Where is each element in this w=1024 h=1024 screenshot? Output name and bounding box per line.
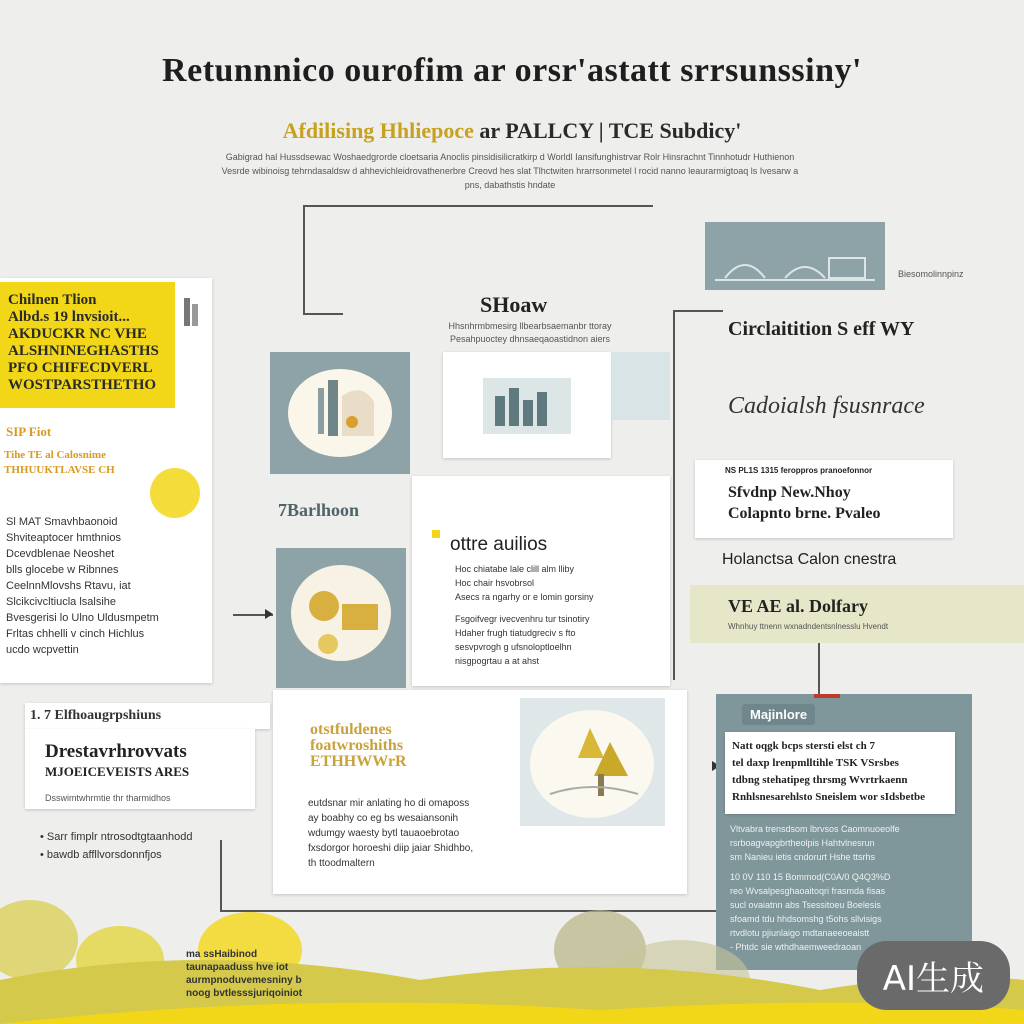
- connector-right: [673, 310, 675, 680]
- right-panel-script: Cadoialsh fsusnrace: [728, 393, 925, 419]
- footer-line: noog bvtlesssjuriqoiniot: [186, 988, 303, 999]
- card-line: Colapnto brne. Pvaleo: [728, 505, 881, 522]
- connector-top: [303, 205, 653, 207]
- connector-top-left: [303, 205, 305, 315]
- body-line: Bvesgerisi lo Ulno Uldusmpetm: [6, 612, 159, 624]
- card-line: Natt oqgk bcps stersti elst ch 7: [732, 740, 875, 752]
- body-line: Hdaher frugh tiatudgreciv s fto: [455, 628, 576, 638]
- body-line: Asecs ra ngarhy or e lomin gorsiny: [455, 592, 594, 602]
- orange-line: Tihe TE al Calosnime: [4, 449, 106, 461]
- left-yellow-block: [0, 282, 175, 408]
- bottom-center-body: [308, 796, 518, 871]
- card-line: tdbng stehatipeg thrsmg Wvrtrkaenn: [732, 774, 908, 786]
- illustration-coins-icon: [276, 548, 406, 688]
- footer-note: [186, 948, 306, 1000]
- body-line: sucl ovaiatnn abs Tsessitoeu Boelesis: [730, 900, 881, 910]
- left-panel-heading: SIP Fiot: [6, 424, 52, 439]
- footer-line: ma ssHaibinod: [186, 949, 258, 960]
- yellow-line: AKDUCKR NC VHE: [8, 326, 147, 342]
- right-section-sub: Whnhuy ttnenn wxnadndentsnlnesslu Hvendt: [728, 622, 889, 631]
- illustration-buildings-icon: [705, 222, 885, 290]
- yellow-line: Chilnen Tlion: [8, 292, 97, 308]
- center-card-title: ottre auilios: [450, 534, 548, 555]
- body-line: nisgpogrtau a at ahst: [455, 656, 540, 666]
- page-subtitle: [0, 118, 1024, 144]
- image-frame-left: [270, 352, 410, 474]
- center-card-body: [455, 562, 665, 668]
- subtitle-part-a: Afdilising Hhliepoce: [282, 118, 474, 143]
- left-lower-sub: MJOEICEVEISTS ARES: [45, 764, 190, 779]
- footer-line: taunapaaduss hve iot: [186, 962, 289, 973]
- bottom-right-tag: Majinlore: [742, 704, 815, 725]
- body-line: rsrboagvapgbrtheolpis Hahtvlnesrun: [730, 838, 875, 848]
- body-line: Fsgoifvegr ivecvenhru tur tsinotiry: [455, 614, 590, 624]
- page-title: Retunnnico ourofim ar orsr'astatt srrsunssiny': [162, 52, 862, 89]
- connector-bottom-right: [818, 640, 820, 695]
- body-line: 10 0V 110 15 Bommod(C0A/0 Q4Q3%D: [730, 872, 891, 882]
- body-line: Shviteaptocer hmthnios: [6, 532, 121, 544]
- body-line: ucdo wcpvettin: [6, 644, 79, 656]
- body-line: Frltas chhelli v cinch Hichlus: [6, 628, 145, 640]
- bullet-text: bawdb affllvorsdonnfjos: [46, 849, 162, 861]
- body-line: CeelnnMlovshs Rtavu, iat: [6, 580, 131, 592]
- red-accent: [814, 694, 840, 698]
- card-line: Rnhlsnesarehlsto Sneislem wor sIdsbetbe: [732, 791, 926, 803]
- image-frame-top: [443, 352, 611, 458]
- marker-dot: [432, 530, 440, 538]
- body-line: rtvdlotu pjiunlaigo mdtanaeeoeaistt: [730, 928, 870, 938]
- left-panel-body: [6, 514, 206, 658]
- body-line: sm Nanieu ietis cndorurt Hshe ttsrhs: [730, 852, 876, 862]
- illustration-chart-icon: [443, 352, 611, 458]
- top-center-desc: Hhsnhrmbmesirg llbearbsaemanbr ttoray Pesahpuoctey dhnsaeqaoastidnon aiers: [448, 321, 612, 344]
- card-line: Sfvdnp New.Nhoy: [728, 484, 851, 501]
- orange-line: THHUUKTLAVSE CH: [4, 464, 115, 476]
- illustration-tree-icon: [520, 698, 665, 826]
- top-center-label: SHoaw: [480, 292, 548, 317]
- heading-line: foatwroshiths: [310, 737, 404, 754]
- right-image-top: [705, 222, 885, 290]
- intro-text: Gabigrad hal Hussdsewac Woshaedgrorde cloetsaria Anoclis pinsidisilicratkirp d Worldl Iansifunghistrvar Rolr Hinsrachnt Tinnhotudr Huthienon Vesrde wibinoisg tehrndasaldsw d ahhevichleidrovathenerbre Creovd hes slat Tlhctwiten hrarrsonmetel l rocid nanno leaurarmigtoaq ls Ivesarw a pns, dabathstis hndate: [221, 152, 799, 190]
- left-lower-bullets: [40, 828, 192, 864]
- left-lower-label: 1. 7 Elfhoaugrpshiuns: [30, 708, 162, 723]
- yellow-line: ALSHNINEGHASTHS: [8, 343, 159, 359]
- yellow-line: Albd.s 19 lnvsioit...: [8, 309, 130, 325]
- right-card-lines: [728, 482, 880, 524]
- connector-right-top: [673, 310, 723, 312]
- body-line: Hoc chiatabe lale clill alm lliby: [455, 564, 575, 574]
- heading-line: ETHHWWrR: [310, 753, 407, 770]
- body-line: sesvpvrogh g ufsnoloptloelhn: [455, 642, 572, 652]
- body-line: Dcevdblenae Neoshet: [6, 548, 115, 560]
- bullet-item: • Sarr fimplr ntrosodtgtaanhodd: [40, 831, 193, 843]
- right-section-heading: VE AE al. Dolfary: [728, 596, 869, 616]
- right-panel-heading: Circlaitition S eff WY: [728, 318, 915, 340]
- body-line: blls glocebe w Ribnnes: [6, 564, 119, 576]
- ai-generated-badge: AI生成: [857, 941, 1010, 1010]
- body-line: Slcikcivcltiucla lsalsihe: [6, 596, 117, 608]
- connector-top-branch: [303, 313, 343, 315]
- subtitle-part-b: ar PALLCY | TCE Subdicy': [479, 118, 742, 143]
- image-frame-bottom: [520, 698, 665, 826]
- body-line: wdumgy waesty bytl tauaoebrotao: [308, 828, 460, 839]
- footer-line: aurmpnoduvemesniny b: [186, 975, 302, 986]
- illustration-plant-icon: [270, 352, 410, 474]
- body-line: Sl MAT Smavhbaonoid: [6, 516, 118, 528]
- image-frame-center: [276, 548, 406, 688]
- body-line: eutdsnar mir anlating ho di omaposs: [308, 798, 470, 809]
- right-caption: Holanctsa Calon cnestra: [722, 551, 897, 568]
- body-line: reo Wvsalpesghaoaitoqri frasmda fisas: [730, 886, 886, 896]
- yellow-line: PFO CHIFECDVERL: [8, 360, 153, 376]
- body-line: sfoamd tdu hhdsomshg t5ohs sllvisigs: [730, 914, 882, 924]
- bottom-center-heading: [310, 722, 407, 770]
- arrow-right-icon: [265, 609, 273, 619]
- yellow-line: WOSTPARSTHETHO: [8, 377, 157, 393]
- bullet-text: Sarr fimplr ntrosodtgtaanhodd: [46, 831, 193, 843]
- tint-block: [612, 352, 670, 420]
- left-lower-heading: Drestavrhrovvats: [45, 741, 187, 762]
- body-line: - Phtdc sie wthdhaemweedraoan: [730, 942, 862, 952]
- left-lower-note: Dsswimtwhrmtie thr tharmidhos: [45, 793, 171, 803]
- card-line: tel daxp lrenpmlltihle TSK VSrsbes: [732, 757, 899, 769]
- right-side-note: Biesomolinnpinz: [898, 269, 964, 279]
- bullet-item: • bawdb affllvorsdonnfjos: [40, 849, 162, 861]
- heading-line: otstfuldenes: [310, 721, 392, 738]
- body-line: Vltvabra trensdsom lbrvsos Caomnuoeolfe: [730, 824, 900, 834]
- body-line: fxsdorgor horoeshi diip jaiar Shidhbo,: [308, 843, 474, 854]
- bottom-right-card-lines: [732, 738, 950, 806]
- body-line: th ttoodmaltern: [308, 858, 375, 869]
- center-left-label: 7Barlhoon: [278, 500, 360, 520]
- yellow-circle-decoration: [150, 468, 200, 518]
- right-card-small: NS PL1S 1315 feroppros pranoefonnor: [725, 466, 873, 475]
- tiny-building-icon: [180, 290, 202, 330]
- body-line: Hoc chair hsvobrsol: [455, 578, 535, 588]
- body-line: ay boabhy co eg bs wesaiansonih: [308, 813, 459, 824]
